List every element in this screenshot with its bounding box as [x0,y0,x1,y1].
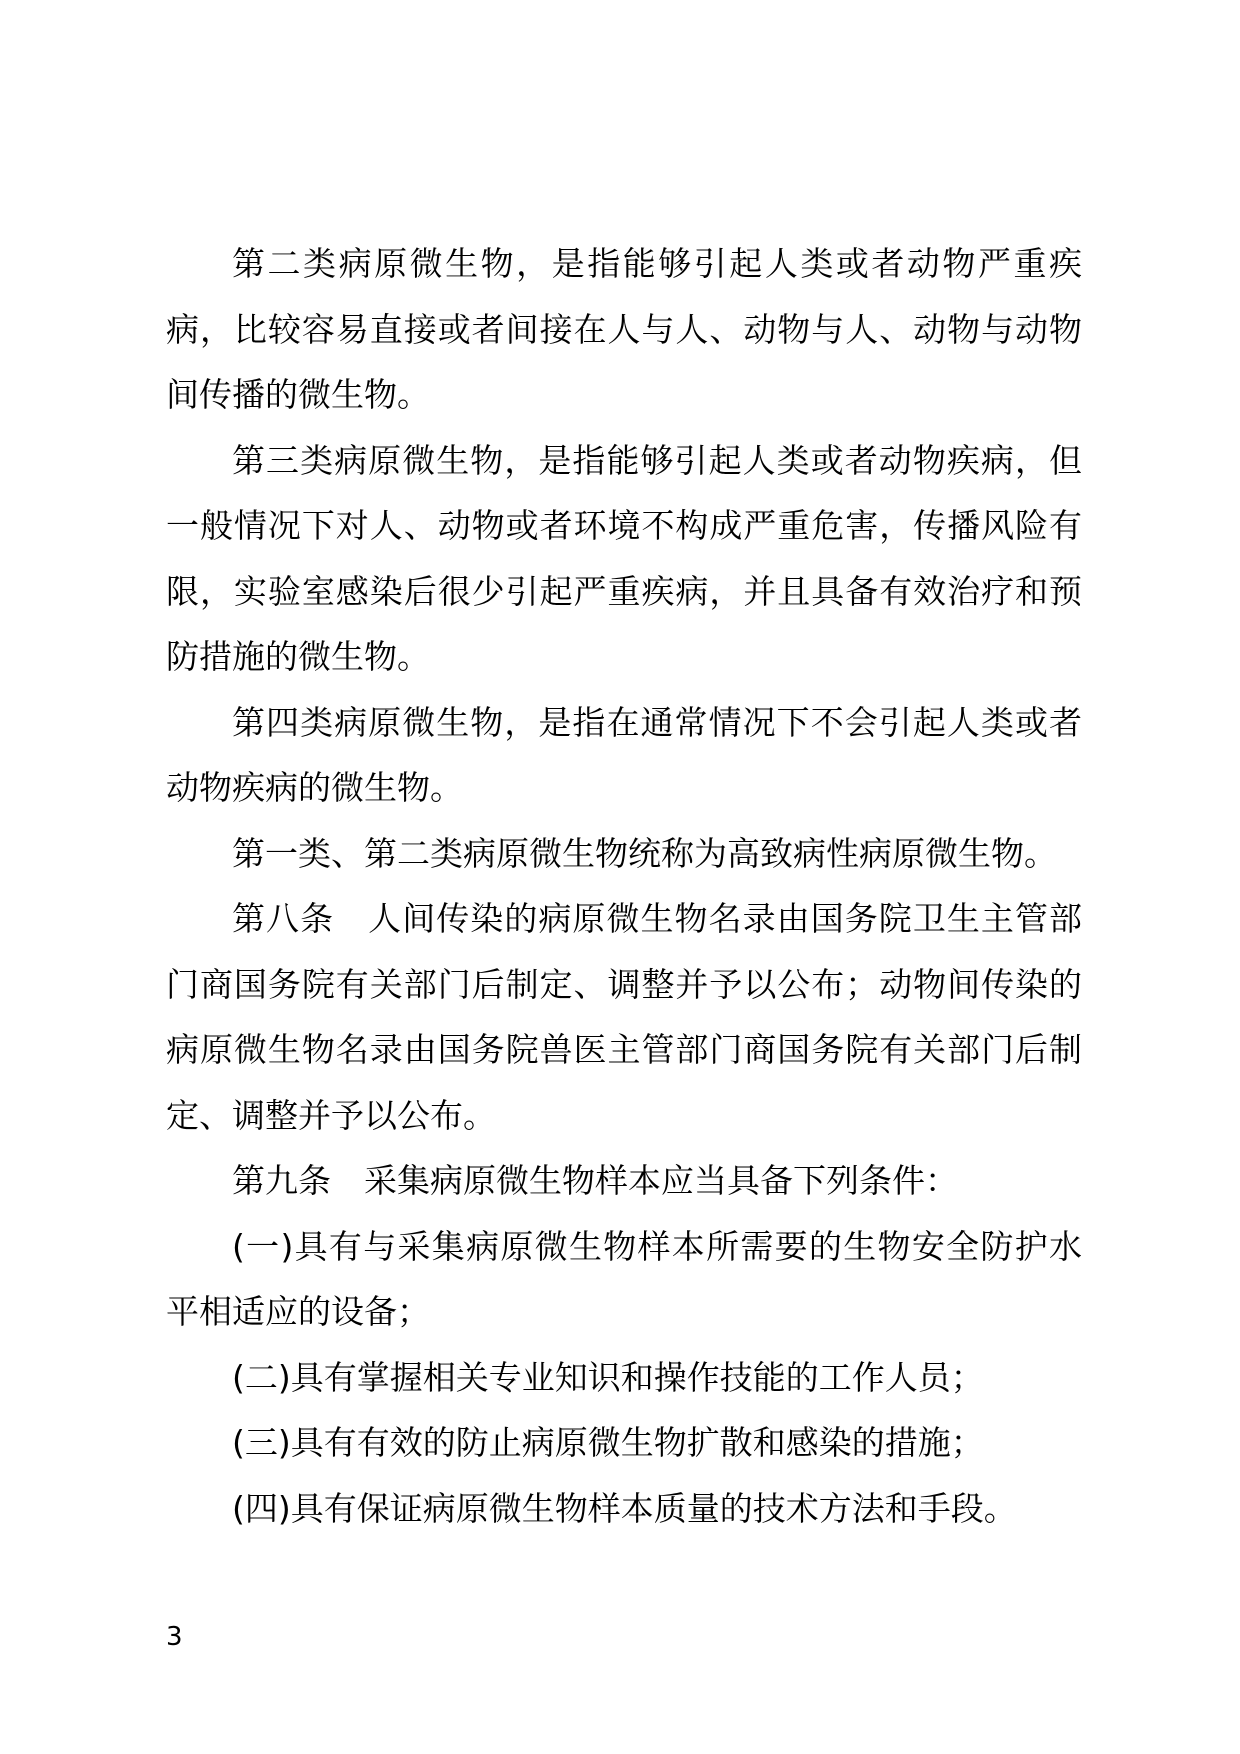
paragraph-class-two: 第二类病原微生物，是指能够引起人类或者动物严重疾病，比较容易直接或者间接在人与人、动物与人、动物与动物间传播的微生物。 [166,244,1082,414]
page-number: 3 [166,1622,183,1652]
list-item-condition-1: (一)具有与采集病原微生物样本所需要的生物安全防护水平相适应的设备； [166,1226,1082,1331]
paragraph-class-four: 第四类病原微生物，是指在通常情况下不会引起人类或者动物疾病的微生物。 [166,702,1082,807]
list-item-condition-3: (三)具有有效的防止病原微生物扩散和感染的措施； [232,1423,984,1462]
paragraph-article-8: 第八条 人间传染的病原微生物名录由国务院卫生主管部门商国务院有关部门后制定、调整并予以公布；动物间传染的病原微生物名录由国务院兽医主管部门商国务院有关部门后制定、调整并予以公布。 [166,899,1082,1135]
paragraph-high-pathogenic: 第一类、第二类病原微生物统称为高致病性病原微生物。 [232,833,1057,873]
list-item-condition-2: (二)具有掌握相关专业知识和操作技能的工作人员； [232,1357,984,1397]
paragraph-class-three: 第三类病原微生物，是指能够引起人类或者动物疾病，但一般情况下对人、动物或者环境不构成严重危害，传播风险有限，实验室感染后很少引起严重疾病，并且具备有效治疗和预防措施的微生物。 [166,440,1082,676]
list-item-condition-4: (四)具有保证病原微生物样本质量的技术方法和手段。 [232,1488,1017,1528]
document-body [166,231,1082,1541]
paragraph-article-9: 第九条 采集病原微生物样本应当具备下列条件： [232,1161,958,1200]
